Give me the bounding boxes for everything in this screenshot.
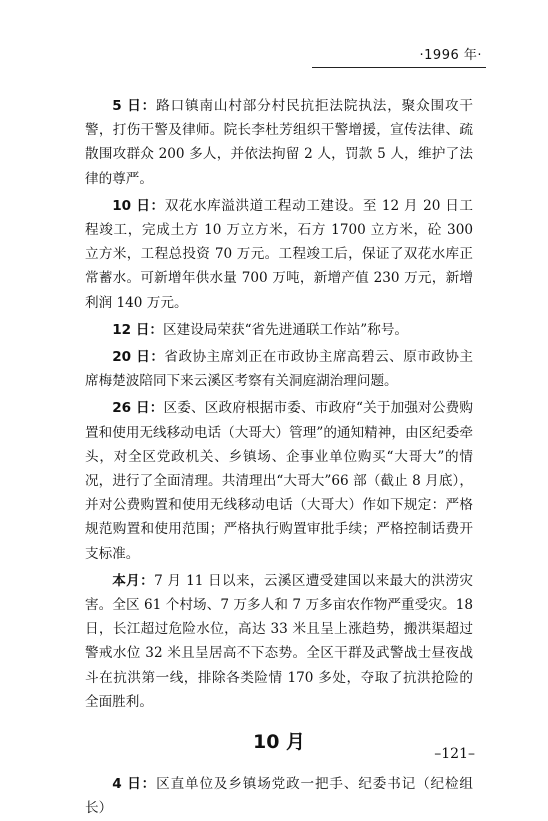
- entry-text: 区建设局荣获“省先进通联工作站”称号。: [163, 321, 409, 338]
- entry-text: 路口镇南山村部分村民抗拒法院执法，聚众围攻干警，打伤干警及律师。院长李杜芳组织干警增援，宣传法律、疏散围攻群众 200 多人，并依法拘留 2 人，罚款 5 人，维护了法律的尊严。: [85, 98, 474, 187]
- entry-oct-day-4: [85, 772, 473, 820]
- entry-date: 本月：: [112, 572, 155, 589]
- header-rule: [312, 67, 486, 68]
- entry-date: 5 日：: [112, 98, 157, 114]
- entry-text: 双花水库溢洪道工程动工建设。至 12 月 20 日工程竣工，完成土方 10 万立方米，石方 1700 立方米，砼 300 立方米，工程总投资 70 万元。工程竣工后，保证了双花水库正常蓄水。可新增年供水量 700 万吨，新增产值 230 万元，新增利润 140 万元。: [85, 197, 473, 311]
- page-number: –121–: [434, 746, 475, 762]
- entry-text: 区委、区政府根据市委、市政府“关于加强对公费购置和使用无线移动电话（大哥大）管理”的通知精神，由区纪委牵头，对全区党政机关、乡镇场、企事业单位购买“大哥大”的情况，进行了全面清理。共清理出“大哥大”66 部（截止 8 月底），并对公费购置和使用无线移动电话（大哥大）作如下规定：严格规范购置和使用范围；严格执行购置审批手续；严格控制话费开支标准。: [85, 400, 473, 562]
- entry-day-12: [85, 318, 473, 342]
- entry-date: 10 日：: [112, 197, 165, 214]
- running-header-year: ·1996 年·: [419, 48, 482, 63]
- entry-day-26: [85, 396, 473, 565]
- entry-day-10: [85, 194, 473, 315]
- entry-text: 7 月 11 日以来，云溪区遭受建国以来最大的洪涝灾害。全区 61 个村场、7 万多人和 7 万多亩农作物严重受灾。18 日，长江超过危险水位，高达 33 米且呈上涨趋势，搬洪渠超过警戒水位 32 米且呈居高不下态势。全区干群及武警战士昼夜战斗在抗洪第一线，排除各类险情 170 多处，夺取了抗洪抢险的全面胜利。: [85, 572, 473, 710]
- entry-day-5: [85, 94, 473, 191]
- entry-text: 省政协主席刘正在市政协主席高碧云、原市政协主席梅楚波陪同下来云溪区考察有关洞庭湖治理问题。: [85, 349, 473, 390]
- entry-date: 12 日：: [112, 321, 164, 338]
- entry-this-month: [85, 569, 473, 714]
- entry-day-20: [85, 345, 473, 393]
- month-heading: 10 月: [252, 731, 306, 754]
- entry-date: 26 日：: [112, 400, 164, 417]
- entry-text: 区直单位及乡镇场党政一把手、纪委书记（纪检组长）: [85, 776, 474, 817]
- page-body: [85, 94, 473, 821]
- entry-date: 4 日：: [112, 776, 157, 793]
- entry-date: 20 日：: [112, 349, 165, 366]
